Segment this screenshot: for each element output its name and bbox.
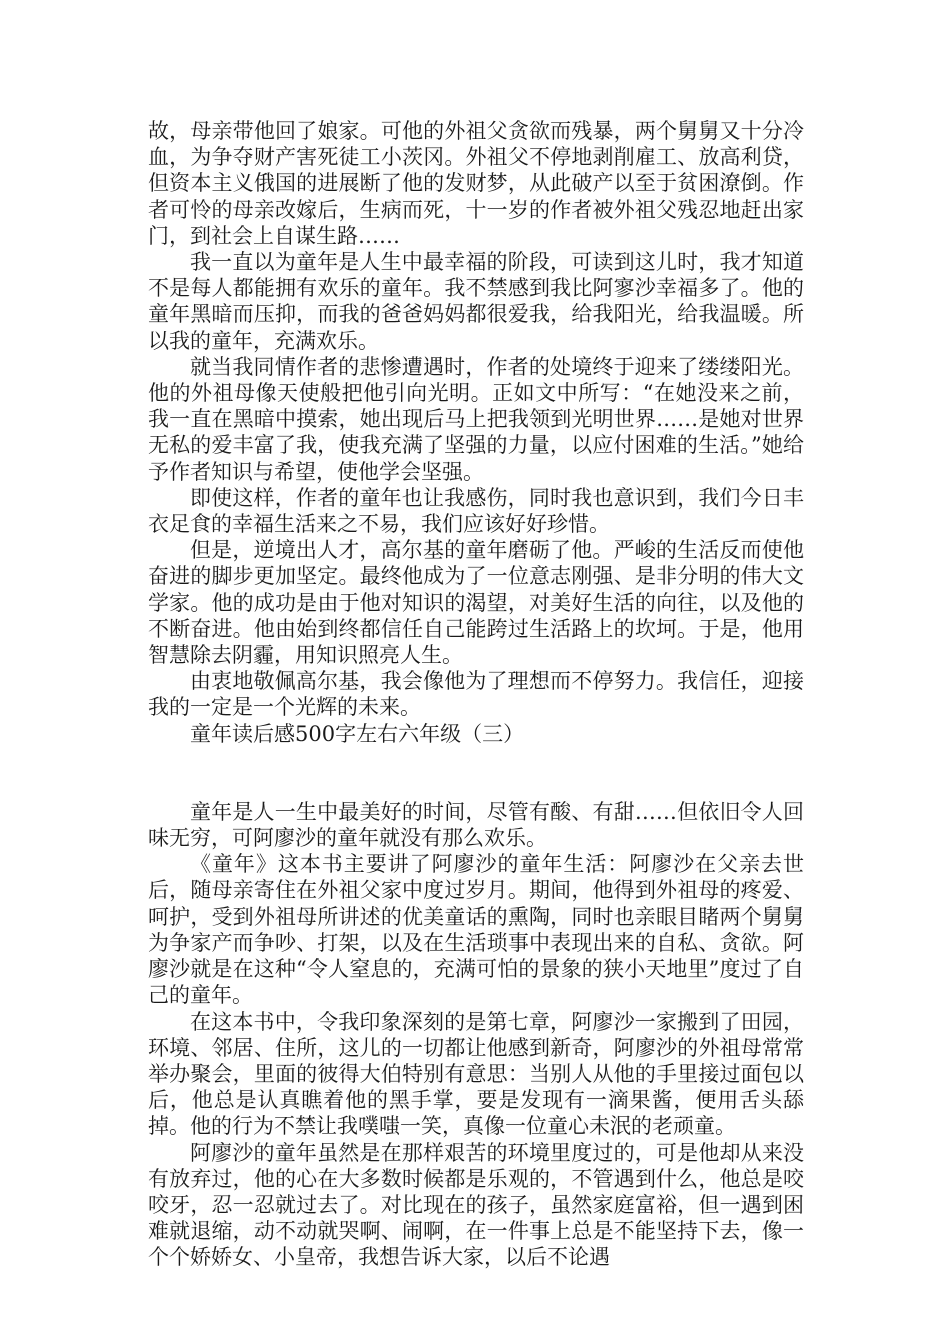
section-spacer: [148, 747, 804, 799]
paragraph: 阿廖沙的童年虽然是在那样艰苦的环境里度过的，可是他却从来没有放弃过，他的心在大多数时候都是乐观的，不管遇到什么，他总是咬咬牙，忍一忍就过去了。对比现在的孩子，虽然家庭富裕，但一遇到困难就退缩，动不动就哭啊、闹啊，在一件事上总是不能坚持下去，像一个个娇娇女、小皇帝，我想告诉大家，以后不论遇: [148, 1140, 804, 1270]
document-body: [148, 118, 804, 1271]
section-heading: 童年读后感500字左右六年级（三）: [190, 721, 525, 746]
paragraph: 我一直以为童年是人生中最幸福的阶段，可读到这儿时，我才知道不是每人都能拥有欢乐的童年。我不禁感到我比阿寥沙幸福多了。他的童年黑暗而压抑，而我的爸爸妈妈都很爱我，给我阳光，给我温暖。所以我的童年，充满欢乐。: [148, 250, 804, 353]
paragraph: 但是，逆境出人才，高尔基的童年磨砺了他。严峻的生活反而使他奋进的脚步更加坚定。最终他成为了一位意志刚强、是非分明的伟大文学家。他的成功是由于他对知识的渴望，对美好生活的向往，以及他的不断奋进。他由始到终都信任自己能跨过生活路上的坎坷。于是，他用智慧除去阴霾，用知识照亮人生。: [148, 538, 804, 668]
paragraph: 由衷地敬佩高尔基，我会像他为了理想而不停努力。我信任，迎接我的一定是一个光辉的未来。: [148, 669, 804, 720]
paragraph: 《童年》这本书主要讲了阿廖沙的童年生活：阿廖沙在父亲去世后，随母亲寄住在外祖父家中度过岁月。期间，他得到外祖母的疼爱、呵护，受到外祖母所讲述的优美童话的熏陶，同时也亲眼目睹两个舅舅为争家产而争吵、打架，以及在生活琐事中表现出来的自私、贪欲。阿廖沙就是在这种“令人窒息的，充满可怕的景象的狭小天地里”度过了自己的童年。: [148, 852, 804, 1008]
paragraph: 就当我同情作者的悲惨遭遇时，作者的处境终于迎来了缕缕阳光。他的外祖母像天使般把他引向光明。正如文中所写：“在她没来之前，我一直在黑暗中摸索，她出现后马上把我领到光明世界……是她对世界无私的爱丰富了我，使我充满了坚强的力量，以应付困难的生活。”她给予作者知识与希望，使他学会坚强。: [148, 354, 804, 484]
paragraph: 即使这样，作者的童年也让我感伤，同时我也意识到，我们今日丰衣足食的幸福生活来之不易，我们应该好好珍惜。: [148, 485, 804, 537]
paragraph-continuation: 故，母亲带他回了娘家。可他的外祖父贪欲而残暴，两个舅舅又十分冷血，为争夺财产害死徒工小茨冈。外祖父不停地剥削雇工、放高利贷，但资本主义俄国的进展断了他的发财梦，从此破产以至于贫困潦倒。作者可怜的母亲改嫁后，生病而死，十一岁的作者被外祖父残忍地赶出家门，到社会上自谋生路……: [148, 119, 804, 248]
paragraph: 童年是人一生中最美好的时间，尽管有酸、有甜……但依旧令人回味无穷，可阿廖沙的童年就没有那么欢乐。: [148, 799, 804, 851]
paragraph: 在这本书中，令我印象深刻的是第七章，阿廖沙一家搬到了田园，环境、邻居、住所，这儿的一切都让他感到新奇，阿廖沙的外祖母常常举办聚会，里面的彼得大伯特别有意思：当别人从他的手里接过面包以后，他总是认真瞧着他的黑手掌，要是发现有一滴果酱，便用舌头舔掉。他的行为不禁让我噗嗤一笑，真像一位童心未泯的老顽童。: [148, 1009, 804, 1139]
